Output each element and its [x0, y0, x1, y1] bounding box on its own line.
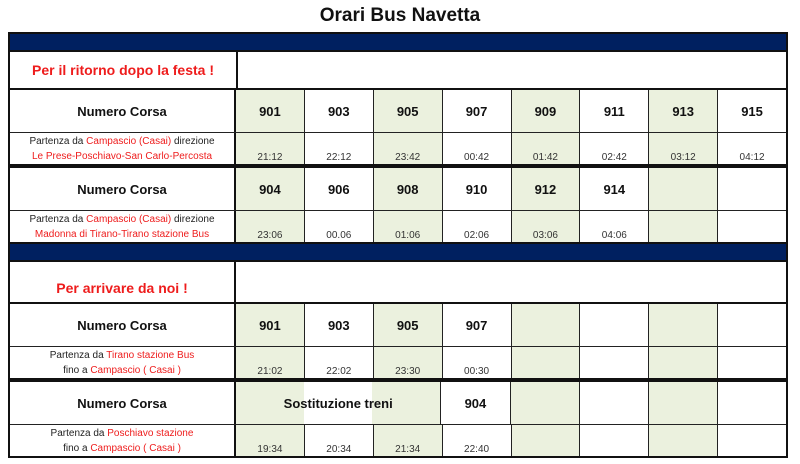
desc-place: Campascio ( Casai )	[90, 442, 181, 454]
section-bar	[10, 34, 786, 52]
corsa-cell	[580, 382, 649, 424]
orario-cell: 01:42	[512, 133, 581, 164]
orario-cell: 04:06	[580, 211, 649, 242]
numero-corsa-row	[10, 168, 786, 211]
numero-label: Numero Corsa	[10, 382, 236, 424]
corsa-cell: 910	[443, 168, 512, 210]
numero-label: Numero Corsa	[10, 304, 236, 346]
corsa-cell	[718, 382, 786, 424]
orario-cell: 21:34	[374, 425, 443, 456]
numero-label: Numero Corsa	[10, 168, 236, 210]
corsa-cell	[580, 304, 649, 346]
orari-row	[10, 347, 786, 382]
corsa-cell: 911	[580, 90, 649, 132]
corsa-cell: 907	[443, 304, 512, 346]
orario-cell	[718, 425, 786, 456]
corsa-cell: 908	[374, 168, 443, 210]
orario-cell: 01:06	[374, 211, 443, 242]
numero-label: Numero Corsa	[10, 90, 236, 132]
section-heading: Per il ritorno dopo la festa !	[10, 52, 238, 88]
timetable	[8, 32, 788, 458]
orario-cell: 21:02	[236, 347, 305, 378]
orario-cell	[580, 347, 649, 378]
sostituzione-treni-label: Sostituzione treni	[236, 382, 441, 424]
orari-row	[10, 211, 786, 244]
orari-row	[10, 425, 786, 456]
desc-text: direzione	[171, 213, 215, 225]
numero-corsa-row	[10, 304, 786, 347]
orario-cell: 22:02	[305, 347, 374, 378]
corsa-cell	[718, 304, 786, 346]
desc-text: Partenza da	[50, 427, 108, 439]
corsa-cell: 907	[443, 90, 512, 132]
page-title: Orari Bus Navetta	[319, 5, 481, 26]
orario-cell	[512, 347, 581, 378]
corsa-cell	[512, 304, 581, 346]
desc-text: fino a	[63, 442, 91, 454]
corsa-cell: 909	[512, 90, 581, 132]
orario-cell	[649, 211, 718, 242]
desc-place: Campascio (Casai)	[86, 213, 172, 225]
corsa-cell	[718, 168, 786, 210]
orario-cell: 02:06	[443, 211, 512, 242]
orario-cell: 21:12	[236, 133, 305, 164]
route-description	[10, 347, 236, 378]
orario-cell: 22:12	[305, 133, 374, 164]
corsa-cell: 905	[374, 90, 443, 132]
corsa-cell: 915	[741, 103, 763, 119]
orario-cell: 04:12	[739, 152, 765, 163]
desc-place: Madonna di Tirano-Tirano stazione Bus	[34, 228, 210, 240]
desc-place: Campascio ( Casai )	[90, 364, 181, 376]
desc-place: Le Prese-Poschiavo-San Carlo-Percosta	[31, 150, 213, 162]
orario-cell: 00:42	[443, 133, 512, 164]
orario-cell	[718, 211, 786, 242]
orario-cell: 03:06	[512, 211, 581, 242]
corsa-cell: 904	[236, 168, 305, 210]
corsa-cell	[511, 382, 580, 424]
corsa-cell: 901	[236, 90, 305, 132]
corsa-cell: 912	[512, 168, 581, 210]
orario-cell: 23:06	[236, 211, 305, 242]
route-description	[10, 425, 236, 456]
orari-row	[10, 133, 786, 168]
corsa-cell: 914	[580, 168, 649, 210]
orario-cell: 19:34	[236, 425, 305, 456]
orario-cell	[649, 425, 718, 456]
desc-place: Tirano stazione Bus	[106, 349, 195, 361]
corsa-cell: 906	[305, 168, 374, 210]
desc-place: Poschiavo stazione	[107, 427, 194, 439]
route-description	[10, 211, 236, 242]
corsa-cell	[649, 382, 718, 424]
numero-corsa-row	[10, 382, 786, 425]
section-heading: Per arrivare da noi !	[10, 262, 236, 302]
orario-cell: 23:42	[374, 133, 443, 164]
orario-cell	[718, 347, 786, 378]
orario-cell	[580, 425, 649, 456]
desc-text: Partenza da	[29, 213, 87, 225]
orario-cell: 03:12	[649, 133, 718, 164]
corsa-cell: 901	[236, 304, 305, 346]
desc-place: Campascio (Casai)	[86, 135, 172, 147]
desc-text: direzione	[171, 135, 215, 147]
orario-cell: 23:30	[374, 347, 443, 378]
orario-cell: 00.06	[305, 211, 374, 242]
desc-text: fino a	[63, 364, 91, 376]
numero-corsa-row	[10, 90, 786, 133]
orario-cell: 20:34	[305, 425, 374, 456]
corsa-cell	[649, 304, 718, 346]
orario-cell	[512, 425, 581, 456]
orario-cell: 22:40	[443, 425, 512, 456]
section-header-ritorno	[10, 52, 786, 90]
route-description	[10, 133, 236, 164]
orario-cell	[649, 347, 718, 378]
corsa-cell: 903	[305, 90, 374, 132]
corsa-cell: 903	[305, 304, 374, 346]
corsa-cell: 904	[441, 382, 510, 424]
orario-cell: 02:42	[580, 133, 649, 164]
corsa-cell: 913	[649, 90, 718, 132]
orario-cell: 00:30	[443, 347, 512, 378]
corsa-cell	[649, 168, 718, 210]
section-bar	[10, 244, 786, 262]
section-header-arrivo	[10, 262, 786, 304]
desc-text: Partenza da	[29, 135, 87, 147]
desc-text: Partenza da	[49, 349, 107, 361]
corsa-cell: 905	[374, 304, 443, 346]
